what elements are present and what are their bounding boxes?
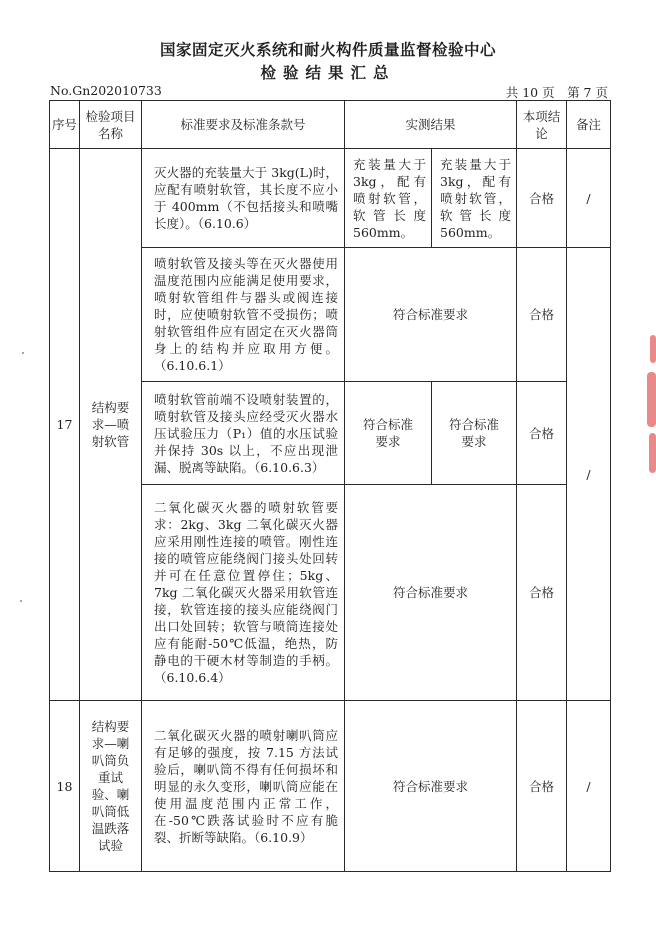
table-row bbox=[50, 149, 611, 248]
conclusion-cell: 合格 bbox=[517, 149, 567, 248]
conclusion-cell: 合格 bbox=[517, 382, 567, 485]
results-table bbox=[49, 100, 611, 872]
result-cell-b: 充装量大于 3kg，配有喷射软管，软管长度 560mm。 bbox=[432, 149, 517, 248]
remark-cell: / bbox=[567, 248, 611, 701]
table-row bbox=[50, 701, 611, 872]
header-result: 实测结果 bbox=[345, 101, 517, 149]
result-cell-a: 充装量大于 3kg，配有喷射软管，软管长度 560mm。 bbox=[345, 149, 432, 248]
requirement-cell: 喷射软管及接头等在灭火器使用温度范围内应能满足使用要求，喷射软管组件与器头或阀连接时，应使喷射软管不受损伤；喷射软管组件应有固定在灭火器筒身上的结构并应取用方便。（6.10.6.1） bbox=[142, 248, 345, 382]
remark-cell: / bbox=[567, 701, 611, 872]
conclusion-cell: 合格 bbox=[517, 485, 567, 701]
document-subtitle: 检验结果汇总 bbox=[260, 64, 396, 82]
scan-speck bbox=[20, 600, 22, 602]
result-cell-a: 符合标准要求 bbox=[345, 382, 432, 485]
requirement-cell: 二氧化碳灭火器的喷射软管要求：2kg、3kg 二氧化碳灭火器应采用刚性连接的喷管。刚性连接的喷管应能绕阀门接头处回转并可在任意位置停住；5kg、7kg 二氧化碳灭火器采用软管连接，软管连接的接头应能绕阀门出口处回转；软管与喷筒连接处应有能耐-50℃低温，绝热，防静电的干硬木材等制造的手柄。（6.10.6.4） bbox=[142, 485, 345, 701]
header-seq: 序号 bbox=[50, 101, 80, 149]
header-conclusion: 本项结论 bbox=[517, 101, 567, 149]
page-indicator: 共 10 页 第 7 页 bbox=[505, 85, 608, 100]
result-cell: 符合标准要求 bbox=[345, 485, 517, 701]
table-header-row bbox=[50, 101, 611, 149]
seq-cell: 18 bbox=[50, 701, 80, 872]
item-cell: 结构要求—喷射软管 bbox=[80, 149, 142, 701]
item-cell: 结构要求—喇叭筒负重试验、喇叭筒低温跌落试验 bbox=[80, 701, 142, 872]
document-title: 国家固定灭火系统和耐火构件质量监督检验中心 bbox=[159, 41, 496, 59]
header-standard: 标准要求及标准条款号 bbox=[142, 101, 345, 149]
requirement-cell: 灭火器的充装量大于 3kg(L)时，应配有喷射软管，其长度不应小于 400mm（不包括接头和喷嘴长度）。（6.10.6） bbox=[142, 149, 345, 248]
result-cell: 符合标准要求 bbox=[345, 248, 517, 382]
report-number: No.Gn202010733 bbox=[50, 83, 162, 98]
remark-cell: / bbox=[567, 149, 611, 248]
header-remark: 备注 bbox=[567, 101, 611, 149]
header-item: 检验项目名称 bbox=[80, 101, 142, 149]
seq-cell: 17 bbox=[50, 149, 80, 701]
result-cell: 符合标准要求 bbox=[345, 701, 517, 872]
result-cell-b: 符合标准要求 bbox=[432, 382, 517, 485]
conclusion-cell: 合格 bbox=[517, 248, 567, 382]
requirement-cell: 二氧化碳灭火器的喷射喇叭筒应有足够的强度，按 7.15 方法试验后，喇叭筒不得有任何损坏和明显的永久变形，喇叭筒应能在使用温度范围内正常工作，在-50℃跌落试验时不应有脆裂、折断等缺陷。（6.10.9） bbox=[142, 701, 345, 872]
scan-speck bbox=[22, 352, 24, 354]
requirement-cell: 喷射软管前端不设喷射装置的，喷射软管及接头应经受灭火器水压试验压力（P₁）值的水压试验并保持 30s 以上，不应出现泄漏、脱离等缺陷。（6.10.6.3） bbox=[142, 382, 345, 485]
conclusion-cell: 合格 bbox=[517, 701, 567, 872]
